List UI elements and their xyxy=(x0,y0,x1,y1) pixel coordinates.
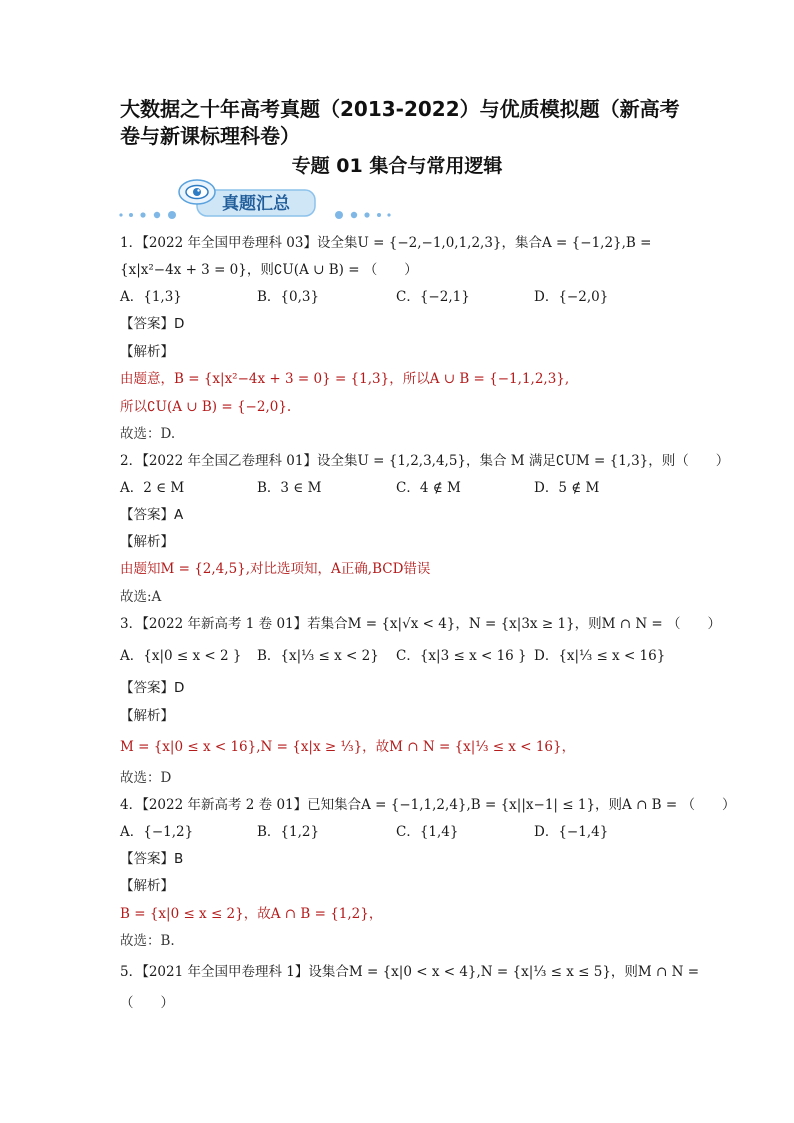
question-2-choices xyxy=(120,478,680,500)
question-3-choice-a: A．{x|0 ≤ x < 2 } xyxy=(120,648,242,664)
question-2-choice-c: C．4 ∉ M xyxy=(396,480,461,496)
question-4-choice-b: B．{1,2} xyxy=(257,824,320,840)
question-3-choices xyxy=(120,646,680,668)
question-1-choice-a: A．{1,3} xyxy=(120,289,182,305)
question-4-choice-d: D．{−1,4} xyxy=(534,824,609,840)
question-2-stem-line-1: 2．【2022 年全国乙卷理科 01】设全集U = {1,2,3,4,5}，集合 M 满足∁UM = {1,3}，则（ ） xyxy=(120,453,730,469)
question-1-choice-d: D．{−2,0} xyxy=(534,289,609,305)
question-3-stem-line-1: 3．【2022 年新高考 1 卷 01】若集合M = {x|√x < 4}，N = {x|3x ≥ 1}，则M ∩ N = （ ） xyxy=(120,616,722,632)
question-1-conclusion: 故选：D. xyxy=(120,426,176,442)
banner-dots-right xyxy=(335,211,391,219)
question-1-choice-b: B．{0,3} xyxy=(257,289,320,305)
question-3-conclusion: 故选：D xyxy=(120,770,172,786)
question-1-stem-line-1: 1．【2022 年全国甲卷理科 03】设全集U = {−2,−1,0,1,2,3}，集合A = {−1,2},B = xyxy=(120,235,652,251)
section-banner xyxy=(117,178,397,224)
question-1-analysis-line-1: 由题意，B = {x|x²−4x + 3 = 0} = {1,3}，所以A ∪ B = {−1,1,2,3}, xyxy=(120,371,570,387)
question-3-answer: 【答案】D xyxy=(120,680,185,696)
question-4-choices xyxy=(120,822,680,844)
question-5-stem-line-2: （ ） xyxy=(120,995,174,1011)
question-1-answer: 【答案】D xyxy=(120,316,185,332)
question-3-analysis-line-1: M = {x|0 ≤ x < 16},N = {x|x ≥ ⅓}，故M ∩ N = {x|⅓ ≤ x < 16}， xyxy=(120,739,576,755)
question-2-choice-b: B．3 ∈ M xyxy=(257,480,322,496)
question-1-stem-line-2: {x|x²−4x + 3 = 0}，则∁U(A ∪ B) = （ ） xyxy=(120,262,418,278)
question-5-stem-line-1: 5．【2021 年全国甲卷理科 1】设集合M = {x|0 < x < 4},N = {x|⅓ ≤ x ≤ 5}，则M ∩ N = xyxy=(120,964,700,980)
question-4-analysis-label: 【解析】 xyxy=(120,878,174,894)
question-4-answer: 【答案】B xyxy=(120,851,184,867)
question-2-analysis-label: 【解析】 xyxy=(120,534,174,550)
banner-label: 真题汇总 xyxy=(222,194,290,214)
question-1-choices xyxy=(120,287,680,309)
eye-icon xyxy=(179,180,215,204)
question-3-choice-d: D．{x|⅓ ≤ x < 16} xyxy=(534,648,666,664)
question-1-choice-c: C．{−2,1} xyxy=(396,289,470,305)
question-3-analysis-label: 【解析】 xyxy=(120,708,174,724)
question-4-choice-a: A．{−1,2} xyxy=(120,824,194,840)
banner-dots-left xyxy=(119,211,176,219)
question-2-conclusion: 故选:A xyxy=(120,589,162,605)
question-1-analysis-label: 【解析】 xyxy=(120,344,174,360)
question-2-choice-d: D．5 ∉ M xyxy=(534,480,600,496)
question-2-choice-a: A．2 ∈ M xyxy=(120,480,185,496)
question-4-conclusion: 故选：B. xyxy=(120,933,175,949)
question-2-analysis-line-1: 由题知M = {2,4,5},对比选项知，A正确,BCD错误 xyxy=(120,561,431,577)
question-4-analysis-line-1: B = {x|0 ≤ x ≤ 2}，故A ∩ B = {1,2}， xyxy=(120,906,383,922)
question-4-choice-c: C．{1,4} xyxy=(396,824,459,840)
question-1-analysis-line-2: 所以∁U(A ∪ B) = {−2,0}. xyxy=(120,399,292,415)
document-title: 大数据之十年高考真题（2013-2022）与优质模拟题（新高考卷与新课标理科卷） xyxy=(120,97,680,148)
question-4-stem-line-1: 4．【2022 年新高考 2 卷 01】已知集合A = {−1,1,2,4},B = {x||x−1| ≤ 1}，则A ∩ B = （ ） xyxy=(120,797,736,813)
question-3-choice-c: C．{x|3 ≤ x < 16 } xyxy=(396,648,527,664)
question-3-choice-b: B．{x|⅓ ≤ x < 2} xyxy=(257,648,379,664)
document-subtitle: 专题 01 集合与常用逻辑 xyxy=(291,155,503,177)
question-2-answer: 【答案】A xyxy=(120,507,184,523)
